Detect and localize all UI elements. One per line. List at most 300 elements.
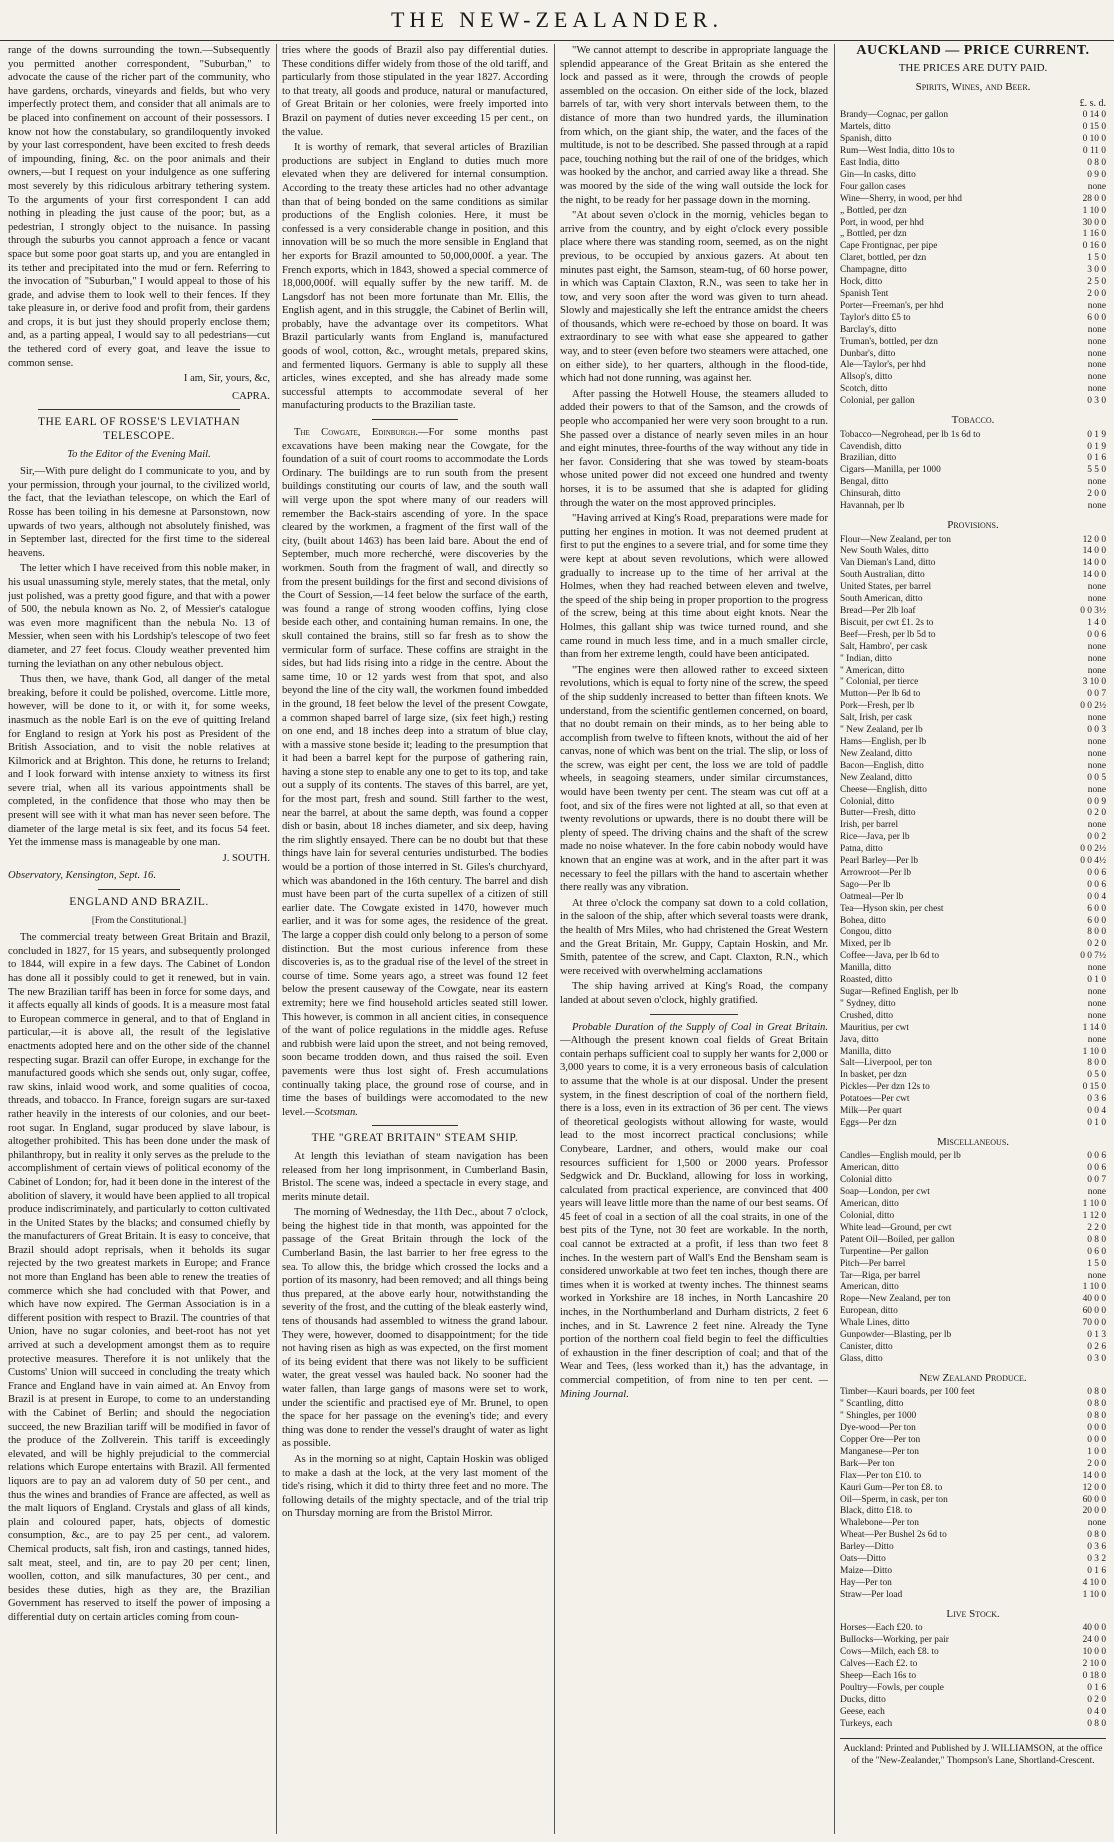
price-value: none — [1087, 477, 1106, 488]
price-row — [840, 618, 1106, 630]
price-value: none — [1087, 641, 1106, 652]
price-item: Roasted, ditto — [840, 975, 893, 986]
paragraph: "The engines were then allowed rather to exceed sixteen revolutions, which is equal to forty nine of the screw, the speed of the ship suddenly increased to better than fifteen knots. We understand, from the scientific gentlemen concerned, on board, that no doubt remain on their minds, as to her being able to accomplish from twelve to fifteen knots, without the aid of her canvas, none of which was bent on the trial. The slip, or loss of the screw, was eight per cent, the loss we are told of paddle wheels, in seagoing steamers, under similar circumstances, would have been twenty per cent. The steam was cut off at a foot, and six of the fires were not lighted at all, so that even at twenty revolutions or upwards, there is no doubt there will be plenty of speed. The driving chains and the shaft of the screw made no noise whatever. In the fore cabin nobody would have known that an engine was at work, and in the after part it was necessary to feel the pillars with the hand to ascertain whether there really was any vibration. — [560, 664, 828, 894]
price-item: Brandy—Cognac, per gallon — [840, 110, 949, 121]
price-value: 0 1 6 — [1087, 1682, 1106, 1693]
price-row — [840, 453, 1106, 465]
price-item: Sugar—Refined English, per lb — [840, 987, 959, 997]
price-item: Whalebone—Per ton — [840, 1518, 919, 1529]
price-row — [840, 1023, 1106, 1035]
price-row — [840, 170, 1106, 182]
price-item: White lead—Ground, per cwt — [840, 1222, 952, 1233]
price-item: Mixed, per lb — [840, 939, 891, 950]
price-row — [840, 1294, 1106, 1306]
price-value: 0 1 6 — [1087, 1565, 1106, 1576]
price-row — [840, 1094, 1106, 1106]
price-value: 0 1 3 — [1087, 1330, 1106, 1341]
price-value: none — [1087, 501, 1106, 512]
price-row — [840, 975, 1106, 987]
price-section-heading: Spirits, Wines, and Beer. — [915, 81, 1031, 94]
price-row — [840, 797, 1106, 809]
price-current-subtitle: THE PRICES ARE DUTY PAID. — [898, 61, 1048, 74]
price-item: " Sydney, ditto — [840, 998, 896, 1009]
price-item: Ducks, ditto — [840, 1694, 886, 1705]
price-value: 0 0 6 — [1087, 1151, 1106, 1162]
price-value: none — [1087, 820, 1106, 831]
dateline: Observatory, Kensington, Sept. 16. — [8, 870, 157, 882]
price-row — [840, 558, 1106, 570]
price-row — [840, 1647, 1106, 1659]
price-row — [840, 465, 1106, 477]
price-value: 0 3 0 — [1087, 1353, 1106, 1364]
price-value: 0 14 0 — [1082, 110, 1106, 121]
price-item: Colonial, ditto — [840, 796, 895, 807]
price-value: 0 9 0 — [1087, 169, 1106, 180]
price-item: Copper Ore—Per ton — [840, 1435, 921, 1445]
price-value: 0 8 0 — [1087, 1718, 1106, 1729]
price-row — [840, 1330, 1106, 1342]
price-value: 6 0 0 — [1087, 915, 1106, 926]
paragraph — [560, 1021, 828, 1402]
price-value: 2 0 0 — [1087, 1458, 1106, 1469]
price-item: Geese, each — [840, 1706, 885, 1717]
price-value: 0 0 4 — [1087, 1106, 1106, 1117]
price-row — [840, 241, 1106, 253]
price-item: Manilla, ditto — [840, 1046, 892, 1057]
price-row — [840, 442, 1106, 454]
price-section-heading: New Zealand Produce. — [919, 1371, 1027, 1384]
price-item: Colonial, ditto — [840, 1211, 895, 1221]
price-item: Hams—English, per lb — [840, 736, 927, 747]
price-row — [840, 360, 1106, 372]
price-row — [840, 229, 1106, 241]
price-item: Hock, ditto — [840, 277, 883, 288]
price-value: none — [1087, 736, 1106, 747]
price-item: Brazilian, ditto — [840, 453, 897, 464]
price-row — [840, 1259, 1106, 1271]
price-row — [840, 927, 1106, 939]
price-value: 8 0 0 — [1087, 927, 1106, 938]
price-row — [840, 1566, 1106, 1578]
price-item: Wheat—Per Bushel 2s 6d to — [840, 1530, 947, 1541]
price-row — [840, 1247, 1106, 1259]
price-item: Black, ditto £18. to — [840, 1506, 913, 1517]
price-item: Irish, per barrel — [840, 820, 899, 831]
price-value: 0 8 0 — [1087, 1399, 1106, 1410]
price-row — [840, 1530, 1106, 1542]
price-value: 4 10 0 — [1082, 1577, 1106, 1588]
price-item: Spanish Tent — [840, 288, 889, 299]
price-item: " Scantling, ditto — [840, 1399, 904, 1410]
price-row — [840, 1623, 1106, 1635]
paragraph: As in the morning so at night, Captain Hoskin was obliged to make a dash at the lock, at the very last moment of the tide's rising, which it did to thirty three feet and no more. The following details of the mighty spectacle, and of the trial trip on Thursday morning are from the Bristol Mirror. — [282, 1453, 548, 1520]
price-value: 0 0 7 — [1087, 1175, 1106, 1186]
source-note: [From the Constitutional.] — [91, 914, 187, 925]
price-value: 0 3 6 — [1087, 1542, 1106, 1553]
price-item: Tar—Riga, per barrel — [840, 1270, 921, 1281]
price-item: Martels, ditto — [840, 122, 891, 133]
price-item: Bengal, ditto — [840, 477, 889, 488]
price-value: 5 5 0 — [1087, 465, 1106, 476]
price-row — [840, 337, 1106, 349]
article-heading: THE "GREAT BRITAIN" STEAM SHIP. — [311, 1132, 519, 1145]
price-row — [840, 1719, 1106, 1731]
paragraph: The morning of Wednesday, the 11th Dec., about 7 o'clock, being the highest tide in that month, was appointed for the passage of the Great Britain through the lock of the Cumberland Basin, the last barrier to her free egress to the sea. To allow this, the bridge which crossed the locks and a portion of its masonry, had been removed; and all things being thus prepared, at the above early hour, notwithstanding the severity of the frost, and the cutting of the bleak easterly wind, tens of thousands had assembled to witness the grand labour. They were, however, doomed to disappointment; for the tide not having risen as high as was expected, on the first moment of its being evident that there was not likely to be sufficient water, the great vessel was hauled back. No sooner had the water fallen, than large gangs of masons were set to work, under the scientific and practised eye of Mr. Brunel, to open the space for her passage on the evening's tide; and every thing was done to render the vessel's draught of water as light as possible. — [282, 1207, 548, 1450]
price-item: Barclay's, ditto — [840, 324, 897, 335]
price-value: none — [1087, 1034, 1106, 1045]
price-row — [840, 1635, 1106, 1647]
price-value: 2 10 0 — [1082, 1659, 1106, 1669]
divider — [372, 419, 458, 420]
price-row — [840, 808, 1106, 820]
price-row — [840, 999, 1106, 1011]
price-row — [840, 1695, 1106, 1707]
column-1 — [8, 44, 270, 1834]
price-row — [840, 1118, 1106, 1130]
price-row — [840, 570, 1106, 582]
price-item: Bullocks—Working, per pair — [840, 1635, 949, 1646]
inline-heading: The Cowgate, Edinburgh. — [294, 427, 418, 439]
price-row — [840, 1342, 1106, 1354]
price-value: 20 0 0 — [1082, 1506, 1106, 1517]
price-item: Manilla, ditto — [840, 963, 892, 974]
price-item: Timber—Kauri boards, per 100 feet — [840, 1387, 975, 1398]
price-value: 60 0 0 — [1082, 1494, 1106, 1505]
price-value: 0 8 0 — [1087, 1411, 1106, 1422]
price-row — [840, 677, 1106, 689]
price-item: Flax—Per ton £10. to — [840, 1470, 922, 1481]
price-value: 1 4 0 — [1087, 617, 1106, 628]
closing: I am, Sir, yours, &c, — [183, 373, 270, 385]
price-item: Mauritius, per cwt — [840, 1022, 909, 1033]
price-row — [840, 1175, 1106, 1187]
price-row — [840, 253, 1106, 265]
price-row — [840, 904, 1106, 916]
price-item: Potatoes—Per cwt — [840, 1094, 910, 1105]
price-item: Chinsurah, ditto — [840, 489, 901, 500]
price-value: 0 0 5 — [1087, 772, 1106, 783]
price-row — [840, 1163, 1106, 1175]
article-subheading: To the Editor of the Evening Mail. — [67, 448, 211, 460]
price-row — [840, 1199, 1106, 1211]
price-row — [840, 880, 1106, 892]
signature: J. SOUTH. — [222, 852, 270, 864]
price-row — [840, 1659, 1106, 1671]
price-item: Sago—Per lb — [840, 879, 891, 890]
price-item: New Zealand, ditto — [840, 748, 913, 759]
price-item: Beef—Fresh, per lb 5d to — [840, 629, 936, 640]
price-value: 0 15 0 — [1082, 122, 1106, 133]
price-item: Crushed, ditto — [840, 1010, 894, 1021]
price-item: Oatmeal—Per lb — [840, 891, 904, 902]
price-item: Gin—In casks, ditto — [840, 169, 916, 180]
price-row — [840, 158, 1106, 170]
price-row — [840, 1387, 1106, 1399]
price-value: none — [1087, 324, 1106, 335]
price-row — [840, 761, 1106, 773]
price-row — [840, 1354, 1106, 1366]
price-item: Butter—Fresh, ditto — [840, 808, 916, 819]
price-item: Port, in wood, per hhd — [840, 217, 924, 228]
price-item: Colonial, per gallon — [840, 396, 915, 407]
source-credit: —Scotsman. — [305, 1106, 358, 1118]
price-item: Calves—Each £2. to — [840, 1659, 918, 1669]
price-item: Kauri Gum—Per ton £8. to — [840, 1482, 943, 1493]
price-item: Claret, bottled, per dzn — [840, 253, 927, 264]
price-value: none — [1087, 963, 1106, 974]
price-value: 0 1 0 — [1087, 975, 1106, 986]
price-value: none — [1087, 348, 1106, 359]
price-item: New Zealand, ditto — [840, 772, 913, 783]
price-value: 0 15 0 — [1082, 1082, 1106, 1093]
price-value: 24 0 0 — [1082, 1635, 1106, 1646]
price-row — [840, 396, 1106, 408]
price-item: Horses—Each £20. to — [840, 1623, 923, 1634]
price-value: 0 1 6 — [1087, 453, 1106, 464]
price-item: Pearl Barley—Per lb — [840, 856, 919, 867]
price-value: none — [1087, 760, 1106, 771]
divider — [372, 1125, 458, 1126]
price-value: none — [1087, 748, 1106, 759]
price-row — [840, 1318, 1106, 1330]
price-value: 0 16 0 — [1082, 241, 1106, 252]
price-row — [840, 1423, 1106, 1435]
source-credit: —Mining Journal. — [560, 1375, 828, 1400]
price-value: 0 1 0 — [1087, 1117, 1106, 1128]
column-2 — [282, 44, 548, 1834]
price-row — [840, 785, 1106, 797]
paragraph: "We cannot attempt to describe in appropriate language the splendid appearance of the Great Britain as she entered the lock and passed as it were, through the crowds of people assembled on the occasion. On either side of the lock, blazed barrels of tar, with very short intervals between them, to the distance of more than two hundred yards, the illumination from which, on the giant ship, the water, and the faces of the multitude, is not to be described. She passed through at a rapid pace, touching nothing but the rail of one of the bridges, which was hooked by the anchor, and carried away like a thread. She was moored by the side of the wing wall outside the lock for the night, to be ready for her passage down in the morning. — [560, 45, 828, 206]
price-item: Champagne, ditto — [840, 265, 907, 276]
price-item: Bark—Per ton — [840, 1458, 895, 1469]
price-item: Barley—Ditto — [840, 1542, 894, 1553]
price-item: Allsop's, ditto — [840, 372, 893, 383]
price-item: Turpentine—Per gallon — [840, 1246, 929, 1257]
price-row — [840, 606, 1106, 618]
price-value: 0 0 4½ — [1080, 856, 1106, 867]
price-value: 2 0 0 — [1087, 288, 1106, 299]
price-item: In basket, per dzn — [840, 1070, 907, 1081]
price-value: none — [1087, 360, 1106, 371]
price-row — [840, 749, 1106, 761]
price-item: " Indian, ditto — [840, 653, 892, 664]
price-value: 0 4 0 — [1087, 1706, 1106, 1717]
price-value: 1 10 0 — [1082, 1046, 1106, 1057]
signature: CAPRA. — [232, 390, 270, 402]
paragraph — [282, 426, 548, 1119]
price-item: Truman's, bottled, per dzn — [840, 336, 938, 347]
column-rule — [554, 44, 555, 1834]
price-item: Milk—Per quart — [840, 1106, 902, 1117]
price-value: 14 0 0 — [1082, 1470, 1106, 1481]
price-row — [840, 1306, 1106, 1318]
price-item: Porter—Freeman's, per hhd — [840, 300, 944, 311]
price-item: Arrowroot—Per lb — [840, 867, 912, 878]
price-value: none — [1087, 1270, 1106, 1281]
imprint: Auckland: Printed and Published by J. WILLIAMSON, at the office of the "New-Zealander," Thompson's Lane, Shortland-Crescent. — [840, 1738, 1106, 1767]
paragraph: range of the downs surrounding the town.—Subsequently you permitted another correspondent, "Suburban," to advocate the cause of the richer part of the community, who have gardens, orchards, vineyards and fields, but who very imperfectly protect them, and consider that all animals are to be placed into confinement on account of their possessors. I know not how the constabulary, so grandiloquently invoked by your last correspondent, have been excited to fresh deeds of impounding, fining, &c. on the poor animals and their owners,—but I request on your indulgence as one suffering most severely by this ridiculous arbitrary tethering system. To the arguments of your first correspondent I can add nothing in pleading the just cause of the poor; but, as a pedestrian, I strongly object to the nuisance. In passing through the suburbs you cannot approach a fence or vacant space but some poor goat starts up, and you are entangled in its tether and precipitated into the mud or fern. Referring to the invocation of "Suburban," I would appeal to those of his grade, and advise them to look well to their fences. If they take pleasure in, or derive food and profit from, their gardens and crops, it is but just they should properly enclose them; and, as a parting appeal, I would say to all pedestrians—cut the tethered cord of every goat, and leave the issue to common sense. — [8, 45, 270, 369]
price-value: 1 0 0 — [1087, 1446, 1106, 1457]
price-item: Patent Oil—Boiled, per gallon — [840, 1234, 955, 1245]
price-item: New South Wales, ditto — [840, 546, 929, 557]
price-row — [840, 430, 1106, 442]
price-row — [840, 951, 1106, 963]
price-value: 0 0 2½ — [1080, 701, 1106, 712]
price-value: 28 0 0 — [1082, 193, 1106, 204]
price-value: 0 0 6 — [1087, 867, 1106, 878]
price-row — [840, 372, 1106, 384]
price-row — [840, 1282, 1106, 1294]
price-row — [840, 1506, 1106, 1518]
price-value: 1 5 0 — [1087, 253, 1106, 264]
price-value: 0 0 3½ — [1080, 606, 1106, 616]
price-row — [840, 773, 1106, 785]
price-value: none — [1087, 181, 1106, 192]
paragraph-text: —Although the present known coal fields of Great Britain contain perhaps sufficient coal to supply her wants for 2,000 or 3,000 years to come, it is a very erroneous basis of calculation to assume that the whole is at our disposal. Under the present system, in the finest description of coal of the northern field, there is a loss, even in its extraction of 36 per cent. The views of theoretical geologists without allowing for waste, would lead to the most incorrect practical conclusions; while Conybeare, Lardner, and others, would make our coal resources sufficient for 1,500 or 2000 years. Professor Sedgwick and Dr. Buckland, allowing for loss in working, calculated from practical experience, are convinced that 400 years will leave little more than the name of our best seams. Of 45 feet of coal in a section of all the coal straits, in one of the best pits of the Tyne, not 30 feet are workable. In the north, coal cannot be extracted at a profit, if less than two feet 8 inches. In the western part of Wall's End the Bensham seam is considered unworkable at two feet ten inches, though there are times when it is worked at twenty inches. The thinnest seams worked in Yorkshire are 18 inches, in North Lancashire 20 inches, in the Northumberland and Durham districts, 2 feet 6 inches, and in St. Lawrence 2 feet nine. Already the Tyne portion of the northern coal field begin to feel the difficulties of exhaustion in the finer description of coal; and that of the Wear and Tees, (less worked than it,) has the advantage, in commercial competition, of from nine to ten per cent. — [560, 1035, 828, 1386]
price-row — [840, 1459, 1106, 1471]
price-row — [840, 1106, 1106, 1118]
price-item: Tobacco—Negrohead, per lb 1s 6d to — [840, 429, 981, 440]
price-row — [840, 1554, 1106, 1566]
price-item: Bread—Per 2lb loaf — [840, 606, 916, 616]
price-row — [840, 325, 1106, 337]
price-item: Rope—New Zealand, per ton — [840, 1294, 951, 1305]
price-value: none — [1087, 653, 1106, 664]
price-value: 0 1 9 — [1087, 429, 1106, 440]
price-item: Coffee—Java, per lb 6d to — [840, 951, 940, 962]
price-value: 1 10 0 — [1082, 205, 1106, 216]
price-item: Hay—Per ton — [840, 1577, 892, 1588]
price-row — [840, 1187, 1106, 1199]
price-value: 0 2 0 — [1087, 1694, 1106, 1705]
price-value: 12 0 0 — [1082, 534, 1106, 545]
price-value: 0 0 6 — [1087, 879, 1106, 890]
price-value: none — [1087, 998, 1106, 1009]
price-item: „ Bottled, per dzn — [840, 205, 907, 216]
price-value: 0 11 0 — [1082, 146, 1106, 157]
price-row — [840, 1058, 1106, 1070]
price-value: 1 14 0 — [1082, 1022, 1106, 1033]
price-item: Straw—Per load — [840, 1589, 903, 1600]
price-value: 70 0 0 — [1082, 1318, 1106, 1329]
price-value: 0 0 7 — [1087, 689, 1106, 700]
price-value: 2 5 0 — [1087, 277, 1106, 288]
paragraph: "Having arrived at King's Road, preparations were made for putting her engines in motion. It was not deemed prudent at first to put the engines to a severe trial, and for some time they were kept at about seven revolutions, which were allowed gradually to increase up to the time of her arrival at the Holmes, when they had reached between eleven and twelve, the speed of the ship being in proper proportion to the progress of the screw, being at this time about eight knots. Near the Holmes, this gallant ship was twice turned round, and she came round in much less time, and in a much smaller circle, than from her extreme length, could have been anticipated. — [560, 513, 828, 661]
price-item: Havannah, per lb — [840, 501, 905, 512]
price-value: 6 0 0 — [1087, 903, 1106, 914]
price-row — [840, 701, 1106, 713]
price-row — [840, 1211, 1106, 1223]
price-item: Canister, ditto — [840, 1341, 893, 1352]
price-row — [840, 1671, 1106, 1683]
price-item: Taylor's ditto £5 to — [840, 312, 911, 323]
price-row — [840, 1483, 1106, 1495]
price-row — [840, 1578, 1106, 1590]
price-value: 0 2 0 — [1087, 939, 1106, 950]
price-value: none — [1087, 665, 1106, 676]
price-item: Java, ditto — [840, 1034, 879, 1045]
price-item: Ale—Taylor's, per hhd — [840, 360, 926, 371]
price-row — [840, 1223, 1106, 1235]
price-item: South Australian, ditto — [840, 570, 925, 581]
price-value: 0 6 0 — [1087, 1246, 1106, 1257]
price-value: 0 0 0 — [1087, 1423, 1106, 1434]
price-row — [840, 666, 1106, 678]
paragraph: "At about seven o'clock in the mornig, vehicles began to arrive from the country, and by eight o'clock every possible place where there was standing room, seemed, as on the night previous, to be occupied by anxious gazers. At about ten minutes past eight, the Samson, steam-tug, of 60 horse power, in which was Captain Claxton, R.N., was seen to take her in tow, and very soon after the word was given to turn ahead. Slowly and majestically she left the entrance amidst the cheers of thousands, which were re-echoed by those on board. It was extraordinary to see with what ease she appeared to gather way, and to steer (even before two steamers were attached, one on either side), to her quarters, although in the flood-tide, which had not done running, was against her. — [560, 210, 828, 385]
price-row — [840, 1070, 1106, 1082]
price-row — [840, 832, 1106, 844]
price-value: none — [1087, 784, 1106, 795]
paragraph-text: —For some months past excavations have been making near the Cowgate, for the foundation of a suit of court rooms to accommodate the Lords Ordinary. The buildings are to run south from the present buildings constituting our courts of law, and the south wall will verge upon the spot where many of our readers will remember the Back-stairs ascending of yore. In the space cleared by the workmen, a fragment of the first wall of the city, (built about 1463) has been laid bare. About the end of September, much more recherché, were discoveries by the workmen. South from the fragment of wall, and directly so from the present buildings for the first and second divisions of the Court of Session,—14 feet below the surface of the earth, was found a range of strong wooden coffins, lying close beside each other, and containing human remains. In one, the skull contained the brains, still so far fresh as to show the vermicular form of surface. These coffins are straight in the sides, but had lids rising into a ridge in the centre. About the same time, 10 or 12 yards west from that spot, and also beyond the line of the city wall, the workmen found imbedded in the ground, 18 feet below the level of the present Cowgate, a common shaped barrel of large size, (six feet high,) resting on one end, and 18 inches deep into a stratum of blue clay, with a massive stone beside it; leading to the presumption that it had been a barrel kept for the purpose of gathering rain, having a stone step to enable any one to get to its top, and take out a supply of its contents. The staves of this barrel, are yet, for the most part, fresh and sound. Still farther to the west, near the barrel, at about the same depth, was found a copper dish or basin, about 18 inches diameter, and six deep, having the rim slightly ensayed. There can be no doubt but that these things have lain for several centuries undisturbed. The bodies would be a portion of those interred in St. Giles's churchyard, which was abandoned in the 16th century. The barrel and dish must have been part of the curta supellex of a citizen of still earlier date. The Cowgate existed in 1470, however much earlier, and it was for some ages, the residence of the great. The large a copper dish could only belong to a person of some distinction. But the most curious inference from these discoveries is, as to the gradual rise of the level of the street in course of time. Some years ago, a street was found 12 feet below the present causeway of the Cowgate, near its eastern extremity; here we find household articles seated still lower. This however, is common in all ancient cities, in consequence of the want of police regulations in the middle ages. Refuse and rubbish were laid upon the street, and not being removed, soon became trodden down, and thus raised the soil. Even pavements were thus lost sight of. Fresh accumulations continually taking place, the ground rose of course, and in time the bases of buildings were accomodated to the new level. — [282, 427, 548, 1118]
price-item: Turkeys, each — [840, 1718, 893, 1729]
price-item: Salt—Liverpool, per ton — [840, 1058, 932, 1069]
column-rule — [276, 44, 277, 1834]
paragraph: The letter which I have received from this noble maker, in his usual unassuming style, merely states, that the metal, only just polished, was a pretty good figure, and that with a power of 500, the nebula known as No. 2, of Messier's catalogue was even more magnificent than the nebula No. 13 of Messier, when seen with his Lordship's telescope of two feet diameter, and 27 feet focus. Cloudy weather prevented him turning the leviathan on any other nebulous object. — [8, 563, 270, 670]
price-value: 6 0 0 — [1087, 312, 1106, 323]
price-row — [840, 501, 1106, 513]
price-item: Manganese—Per ton — [840, 1446, 919, 1457]
price-value: none — [1087, 582, 1106, 593]
price-item: Cigars—Manilla, per 1000 — [840, 465, 941, 476]
inline-heading: Probable Duration of the Supply of Coal in Great Britain. — [572, 1021, 828, 1033]
price-item: Poultry—Fowls, per couple — [840, 1682, 944, 1693]
price-item: Rum—West India, ditto 10s to — [840, 146, 955, 157]
price-value: 0 5 0 — [1087, 1070, 1106, 1081]
price-value: 60 0 0 — [1082, 1306, 1106, 1317]
price-sections — [840, 81, 1106, 1730]
price-value: none — [1087, 1010, 1106, 1021]
price-item: „ Bottled, per dzn — [840, 229, 907, 240]
price-value: 12 0 0 — [1082, 1482, 1106, 1493]
price-row — [840, 689, 1106, 701]
price-item: South American, ditto — [840, 594, 923, 605]
price-row — [840, 1011, 1106, 1023]
price-row — [840, 1271, 1106, 1283]
price-value: 10 0 0 — [1082, 1647, 1106, 1658]
paragraph: It is worthy of remark, that several articles of Brazilian productions are subject in England to duties much more elevated when they are delivered for internal consumption. According to the treaty these articles had no other advantage than that of being bonded on the same conditions as similar productions of the English colonies. Here, it must be confessed is a very considerable change in position, and this innovation will be so much the more sensible in England that her exports for Brazil amounted to 50,000,000f. a year. The French exports, which in 1843, showed a special commerce of 18,000,000f. will equally suffer by the new tariff. M. de Langsdorf has not been more fortunate than Mr. Ellis, the English agent, and in this struggle, the Cabinet of Berlin will, probably, have the advantage over its competitors. What Brazil particularly wants from England is, manufactured goods of wool, cotton, &c., wrought metals, prepared skins, and fermented liquors. Germany is able to supply all these articles, wines excepted, and she has already made some successful attempts to accommodate several of her manufacturing products to the Brazilian taste. — [282, 142, 548, 412]
price-row — [840, 1447, 1106, 1459]
price-value: 0 0 2½ — [1080, 844, 1106, 855]
price-row — [840, 1047, 1106, 1059]
price-item: Flour—New Zealand, per ton — [840, 534, 951, 545]
price-item: Mutton—Per lb 6d to — [840, 689, 921, 700]
price-row — [840, 265, 1106, 277]
price-item: Pickles—Per dzn 12s to — [840, 1082, 930, 1093]
price-row — [840, 916, 1106, 928]
paragraph: The commercial treaty between Great Britain and Brazil, concluded in 1827, for 15 years, and subsequently prolonged to 1844, will expire in a few days. The Cabinet of London has done all it possibly could to get it renewed, but in vain. The new Brazilian tariff has been in force for some days, and it affects equally all kinds of goods. It is a measure most fatal to European commerce in general, and to that of England in particular,—it is above all, the result of the legislative enactments adopted here and on the other side of the channel respecting sugar. Brazil can offer Europe, in exchange for the manufactured goods which she sends out, only sugar, coffee, raw skins, inlaid wood work, and some qualities of cocoa, threads, and tobacco. In France, foreign sugars are sur-taxed rather heavily in the interests of our colonies, and our beet-root sugar. In England, sugar produced by slave labour, is altogether prohibited. This has been done under the mask of philanthropy, but in reality it only serves as the prelude to the accomplishment of certain views of political economy of the Cabinet of London; for, had it been done in the interest of the abolition of slavery, it would have been applied to all tropical produce indiscriminately, and particularly to cotton cultivated in the United States by the blacks; and consumed chiefly by the manufacturers of Great Britain. It is easy to conceive, that Brazil should adopt reprisals, when it beholds its sugar rejected by the two greatest markets in Europe; and France not more than England has been able to renew the treaties of commerce which she had concluded with that Power, and which have now expired. The German Association is in a different position with respect to Brazil. The countries of that Union, have no sugar colonies, and beet-root has not yet arrived at such a development amongst them as to require protective measures. Therefore it is not unlikely that the Customs' Union will succeed in concluding the treaty which France and England have in vain aimed at. An Envoy from Brazil is at present in Europe, to come to an understanding with the Cabinet of Berlin; and should the negociation succeed, the new Brazilian tariff will be modified in favor of the produce of the Zollverein. This tariff is exceedingly elevated, and will be highly prejudicial to the commercial relations which Europe entertains with Brazil. All fermented liquors are to pay an ad valorem duty of 50 per cent., and thus the wines and brandies of France are affected, as well as the malt liquors of England. Crystals and glass of all kinds, plain and coloured paper, hats, objects of domestic consumption, &c., are to pay 25 per cent., ad valorem. Chemical products, salt fish, iron and castings, tanned hides, salt meat, steel, and tin, are to pay 20 per cent; linen, woollen, cotton, and silk manufactures, 30 per cent., and besides these duties, high as they are, the Brazilian Government has reserved to itself the power of imposing a differential duty on certain articles coming from coun- — [8, 932, 270, 1623]
price-item: Tea—Hyson skin, per chest — [840, 903, 944, 914]
price-row — [840, 194, 1106, 206]
article-heading: THE EARL OF ROSSE'S LEVIATHAN TELESCOPE. — [37, 416, 241, 443]
price-row — [840, 1082, 1106, 1094]
price-item: Pitch—Per barrel — [840, 1258, 906, 1269]
price-row — [840, 963, 1106, 975]
price-item: Oil—Sperm, in cask, per ton — [840, 1494, 948, 1505]
price-item: Cavendish, ditto — [840, 441, 902, 452]
price-current-title: AUCKLAND — PRICE CURRENT. — [856, 44, 1090, 58]
price-item: Bacon—English, ditto — [840, 760, 924, 771]
price-item: Eggs—Per dzn — [840, 1117, 897, 1128]
column-3 — [560, 44, 828, 1834]
price-value: none — [1087, 987, 1106, 997]
price-value: 1 5 0 — [1087, 1258, 1106, 1269]
price-value: 1 16 0 — [1082, 229, 1106, 240]
price-value: none — [1087, 713, 1106, 724]
price-value: 14 0 0 — [1082, 570, 1106, 581]
column-rule — [834, 44, 835, 1834]
price-value: 0 0 4 — [1087, 891, 1106, 902]
price-item: " Colonial, per tierce — [840, 677, 919, 688]
